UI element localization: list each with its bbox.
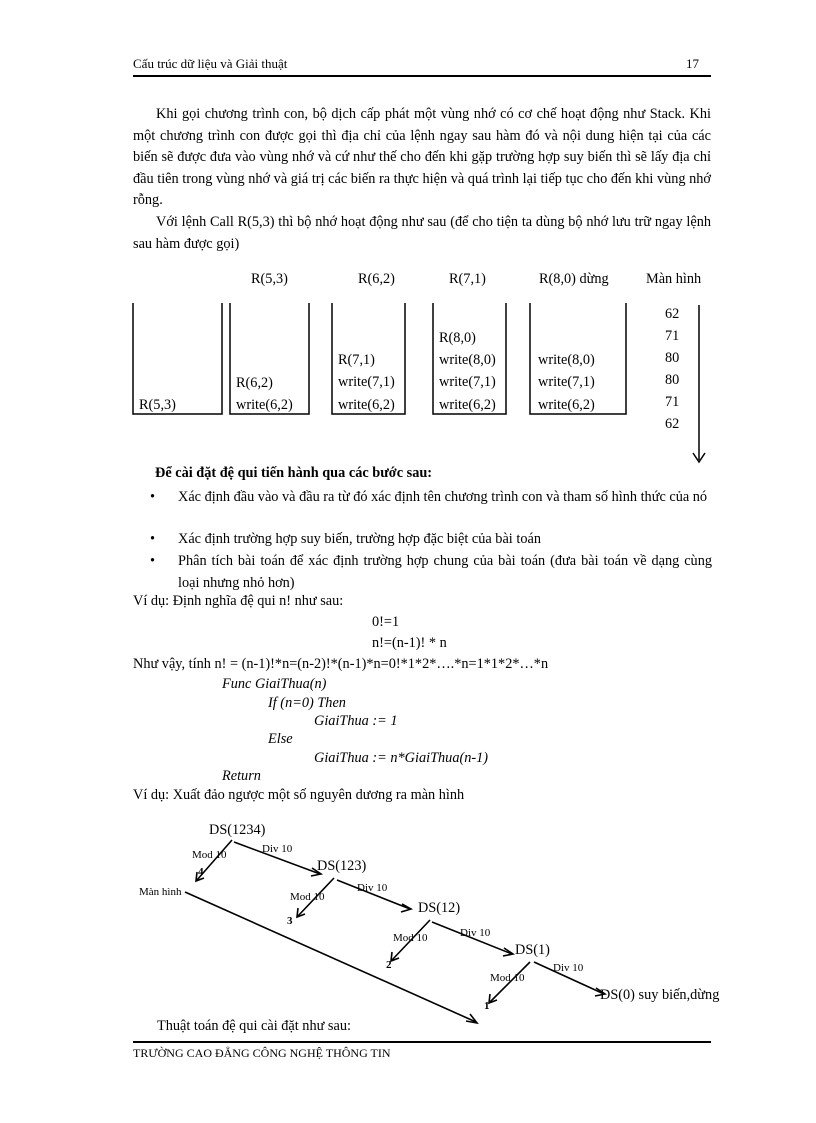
page-number: 17 [686,56,699,71]
stack-1-entry: R(5,3) [139,397,176,413]
digit-output: 4 [198,866,204,878]
stack-5-entry: write(7,1) [538,374,595,390]
example2-intro: Ví dụ: Xuất đảo ngược một số nguyên dương ra màn hình [133,787,465,803]
example1-intro: Ví dụ: Định nghĩa đệ qui n! như sau: [133,593,344,609]
footer-text: TRƯỜNG CAO ĐẲNG CÔNG NGHỆ THÔNG TIN [133,1046,391,1060]
example2-outro: Thuật toán đệ qui cài đặt như sau: [157,1018,351,1034]
bullet-icon: • [150,531,156,547]
intro-paragraph-1: Khi gọi chương trình con, bộ dịch cấp phát một vùng nhớ có cơ chế hoạt động như Stack. Khi một chương trình con được gọi thì địa chỉ của lệnh ngay sau hàm đó và nội dung hiện tại của các biến sẽ được đưa vào vùng nhớ và cứ như thế cho đến khi gặp trường hợp suy biến thì sẽ lấy địa chỉ đầu tiên trong vùng nhớ và giá trị các biến ra thực hiện và quá trình lại tiếp tục cho đến khi vùng nhớ rỗng. [133,106,711,208]
screen-output-value: 71 [665,394,680,410]
steps-heading: Để cài đặt đệ qui tiến hành qua các bước sau: [155,465,433,481]
stack-3-entry: R(7,1) [338,352,375,368]
stack-3-entry: write(7,1) [338,374,395,390]
div-label: Div 10 [553,962,584,974]
screen-output-value: 80 [665,372,680,388]
stack-header-r80: R(8,0) dừng [539,271,609,287]
digit-output: 3 [287,915,293,927]
stack-4-entry: R(8,0) [439,330,476,346]
stack-5-entry: write(8,0) [538,352,595,368]
stack-2-entry: write(6,2) [236,397,293,413]
bullet-icon: • [150,489,156,505]
stack-header-screen: Màn hình [646,271,702,287]
screen-output-value: 62 [665,306,680,322]
factorial-expansion: Như vậy, tính n! = (n-1)!*n=(n-2)!*(n-1)*n=0!*1*2*….*n=1*1*2*…*n [133,656,549,672]
tree-node: DS(1234) [209,822,266,838]
steps-list-item-text: Xác định trường hợp suy biến, trường hợp đặc biệt của bài toán [178,531,541,547]
div-label: Div 10 [460,927,491,939]
stack-header-r71: R(7,1) [449,271,486,287]
code-line: Return [222,768,261,784]
mod-label: Mod 10 [490,972,525,984]
tree-node: DS(1) [515,942,550,958]
mod-label: Mod 10 [290,891,325,903]
code-line: If (n=0) Then [268,695,346,711]
mod-label: Mod 10 [393,932,428,944]
div-label: Div 10 [262,843,293,855]
code-line: Else [268,731,293,747]
factorial-def-rec: n!=(n-1)! * n [372,635,447,651]
factorial-def-base: 0!=1 [372,614,400,630]
code-line: Func GiaiThua(n) [222,676,327,692]
intro-paragraph-2: Với lệnh Call R(5,3) thì bộ nhớ hoạt động như sau (để cho tiện ta dùng bộ nhớ lưu trữ ngay lệnh sau hàm được gọi) [133,214,711,252]
tree-node: DS(12) [418,900,461,916]
stack-4-entry: write(7,1) [439,374,496,390]
stack-2-entry: R(6,2) [236,375,273,391]
footer-rule [133,1041,711,1043]
stack-4-entry: write(8,0) [439,352,496,368]
code-line: GiaiThua := 1 [314,713,398,729]
tree-node: DS(123) [317,858,367,874]
bullet-icon: • [150,553,156,569]
mod-label: Mod 10 [192,849,227,861]
code-line: GiaiThua := n*GiaiThua(n-1) [314,750,489,766]
tree-node: DS(0) suy biến,dừng [600,987,720,1003]
screen-output-value: 71 [665,328,680,344]
screen-output-value: 62 [665,416,680,432]
steps-list-item-text: Xác định đầu vào và đầu ra từ đó xác định tên chương trình con và tham số hình thức của nó [178,489,708,505]
div-label: Div 10 [357,882,388,894]
digit-output: 2 [386,959,392,971]
screen-output-value: 80 [665,350,680,366]
steps-list-item-text: Phân tích bài toán để xác định trường hợp chung của bài toán (đưa bài toán về dạng cùng loại nhưng nhỏ hơn) [178,553,712,591]
screen-label: Màn hình [139,886,182,898]
digit-output: 1 [484,1000,490,1012]
running-header-title: Cấu trúc dữ liệu và Giải thuật [133,56,288,71]
stack-header-r53: R(5,3) [251,271,288,287]
stack-header-r62: R(6,2) [358,271,395,287]
stack-3-entry: write(6,2) [338,397,395,413]
stack-5-entry: write(6,2) [538,397,595,413]
stack-4-entry: write(6,2) [439,397,496,413]
